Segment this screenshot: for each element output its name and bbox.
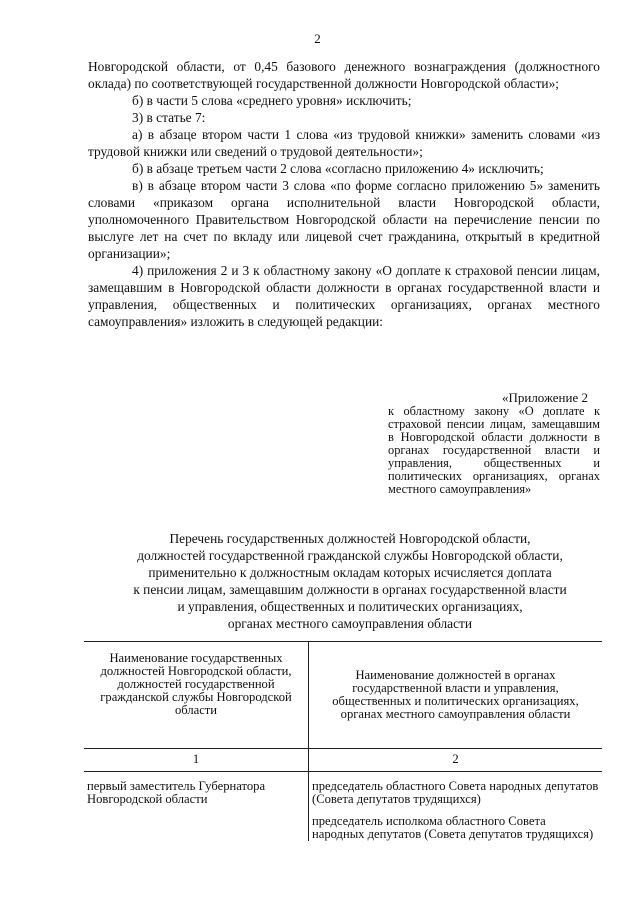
- list-title-line: и управления, общественных и политических организациях,: [177, 599, 523, 614]
- paragraph: б) в части 5 слова «среднего уровня» исключить;: [132, 93, 412, 108]
- table-header-state-positions: Наименование государственных должностей Новгородской области, должностей государственной гражданской службы Новгородской области: [84, 642, 309, 749]
- table-cell: первый заместитель Губернатора Новгородской области: [84, 772, 309, 842]
- appendix-header: [388, 390, 600, 496]
- paragraph: б) в абзаце третьем части 2 слова «согласно приложению 4» исключить;: [132, 161, 544, 176]
- paragraph: в) в абзаце втором части 3 слова «по форме согласно приложению 5» заменить словами «приказом органа исполнительной власти Новгородской области, уполномоченного Правительством Новгородской области на перечисление пенсии по выслуге лет на счет по вкладу или лицевой счет гражданина, открытый в кредитной организации»;: [88, 178, 600, 261]
- table-header-authority-positions: Наименование должностей в органах государственной власти и управления, общественных и политических организациях, органах местного самоуправления области: [309, 642, 603, 749]
- list-title-line: применительно к должностным окладам которых исчисляется доплата: [148, 565, 552, 580]
- table-cell: председатель областного Совета народных депутатов (Совета депутатов трудящихся): [312, 779, 599, 806]
- column-number: 1: [84, 749, 309, 772]
- page-number: 2: [314, 31, 321, 46]
- paragraph: а) в абзаце втором части 1 слова «из трудовой книжки» заменить словами «из трудовой книжки или сведений о трудовой деятельности»;: [88, 127, 600, 159]
- paragraph: Новгородской области, от 0,45 базового денежного вознаграждения (должностного оклада) по соответствующей государственной должности Новгородской области»;: [88, 59, 600, 91]
- table-cell-group: [309, 772, 603, 842]
- list-title: [70, 530, 630, 632]
- table-cell: председатель исполкома областного Совета народных депутатов (Совета депутатов трудящихся): [312, 814, 594, 841]
- paragraph: 4) приложения 2 и 3 к областному закону «О доплате к страховой пенсии лицам, замещавшим в Новгородской области должности в органах государственной власти и управления, общественных и политических организациях, органах местного самоуправления» изложить в следующей редакции:: [88, 263, 600, 329]
- table-row: [84, 772, 602, 842]
- positions-table: [84, 641, 602, 841]
- list-title-line: к пенсии лицам, замещавшим должности в органах государственной власти: [133, 582, 567, 597]
- paragraph: 3) в статье 7:: [132, 110, 206, 125]
- body-text: [88, 58, 600, 330]
- appendix-subtitle: к областному закону «О доплате к страховой пенсии лицам, замещавшим в Новгородской области должности в органах государственной власти и управления, общественных и политических организациях, органах местного самоуправления»: [388, 404, 600, 496]
- column-number: 2: [309, 749, 603, 772]
- list-title-line: Перечень государственных должностей Новгородской области,: [169, 531, 531, 546]
- list-title-line: должностей государственной гражданской службы Новгородской области,: [137, 548, 563, 563]
- appendix-title: «Приложение 2: [501, 390, 588, 405]
- list-title-line: органах местного самоуправления области: [227, 616, 473, 631]
